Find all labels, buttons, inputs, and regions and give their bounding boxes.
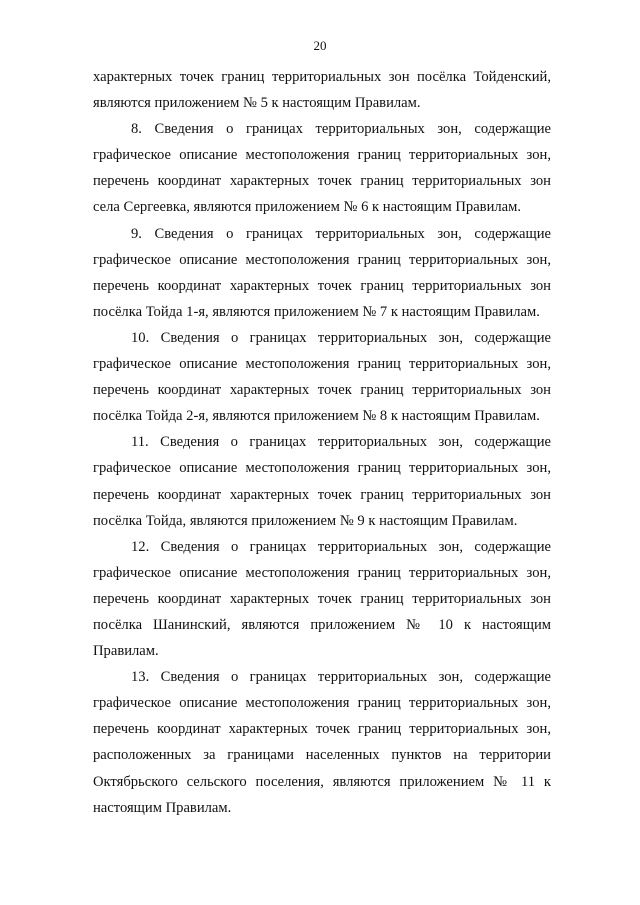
paragraph-item-9: 9. Сведения о границах территориальных зон, содержащие графическое описание местоположения границ территориальных зон, перечень координат характерных точек границ территориальных зон посёлка Тойда 1-я, являются приложением № 7 к настоящим Правилам. (93, 225, 551, 320)
page-number: 20 (313, 38, 327, 53)
paragraph-continuation: характерных точек границ территориальных зон посёлка Тойденский, являются приложением № 5 к настоящим Правилам. (93, 69, 551, 112)
paragraph-item-10: 10. Сведения о границах территориальных зон, содержащие графическое описание местоположения границ территориальных зон, перечень координат характерных точек границ территориальных зон посёлка Тойда 2-я, являются приложением № 8 к настоящим Правилам. (93, 329, 551, 425)
paragraph-item-8: 8. Сведения о границах территориальных зон, содержащие графическое описание местоположения границ территориальных зон, перечень координат характерных точек границ территориальных зон села Сергеевка, являются приложением № 6 к настоящим Правилам. (93, 121, 551, 216)
document-body (93, 64, 551, 821)
paragraph-item-12: 12. Сведения о границах территориальных зон, содержащие графическое описание местоположения границ территориальных зон, перечень координат характерных точек границ территориальных зон посёлка Шанинский, являются приложением № 10 к настоящим Правилам. (93, 538, 551, 660)
paragraph-item-13: 13. Сведения о границах территориальных зон, содержащие графическое описание местоположения границ территориальных зон, перечень координат характерных точек границ территориальных зон, расположенных за границами населенных пунктов на территории Октябрьского сельского поселения, являются приложением № 11 к настоящим Правилам. (93, 669, 551, 816)
paragraph-item-11: 11. Сведения о границах территориальных зон, содержащие графическое описание местоположения границ территориальных зон, перечень координат характерных точек границ территориальных зон посёлка Тойда, являются приложением № 9 к настоящим Правилам. (93, 434, 551, 529)
